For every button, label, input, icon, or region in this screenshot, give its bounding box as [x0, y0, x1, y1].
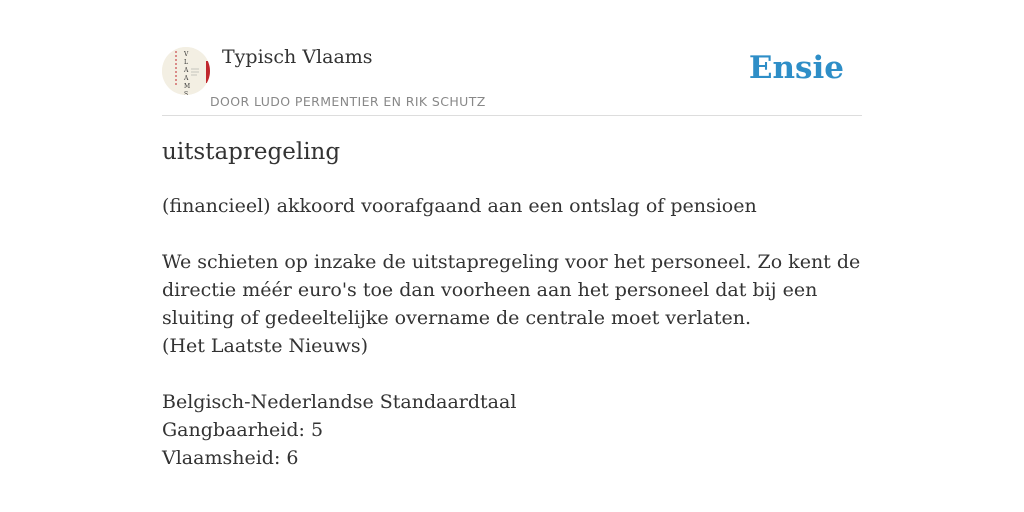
entry-meta	[162, 388, 516, 472]
svg-text:V: V	[184, 51, 189, 58]
entry-vlaamsheid: Vlaamsheid: 6	[162, 447, 299, 469]
svg-text:A: A	[184, 75, 189, 82]
svg-text:A: A	[184, 67, 189, 74]
byline: DOOR LUDO PERMENTIER EN RIK SCHUTZ	[210, 94, 486, 109]
entry-example: We schieten op inzake de uitstapregeling voor het personeel. Zo kent de directie méér euro's toe dan voorheen aan het personeel dat bij een sluiting of gedeeltelijke overname de centrale moet verlaten.	[162, 251, 861, 329]
svg-text:M: M	[184, 83, 191, 90]
ensie-logo-link[interactable]: Ensie	[748, 50, 844, 86]
book-title-link[interactable]: Typisch Vlaams	[222, 46, 373, 68]
entry-example-block	[162, 248, 862, 360]
header	[162, 0, 862, 116]
svg-text:S: S	[184, 91, 189, 95]
svg-text:L: L	[184, 59, 188, 66]
entry-language: Belgisch-Nederlandse Standaardtaal	[162, 391, 517, 413]
entry-source: (Het Laatste Nieuws)	[162, 335, 369, 357]
entry-definition: (financieel) akkoord voorafgaand aan een ontslag of pensioen	[162, 195, 757, 217]
entry-word: uitstapregeling	[162, 139, 341, 165]
entry-card	[162, 0, 862, 469]
book-cover-icon[interactable]	[162, 47, 210, 95]
entry-gangbaarheid: Gangbaarheid: 5	[162, 419, 324, 441]
